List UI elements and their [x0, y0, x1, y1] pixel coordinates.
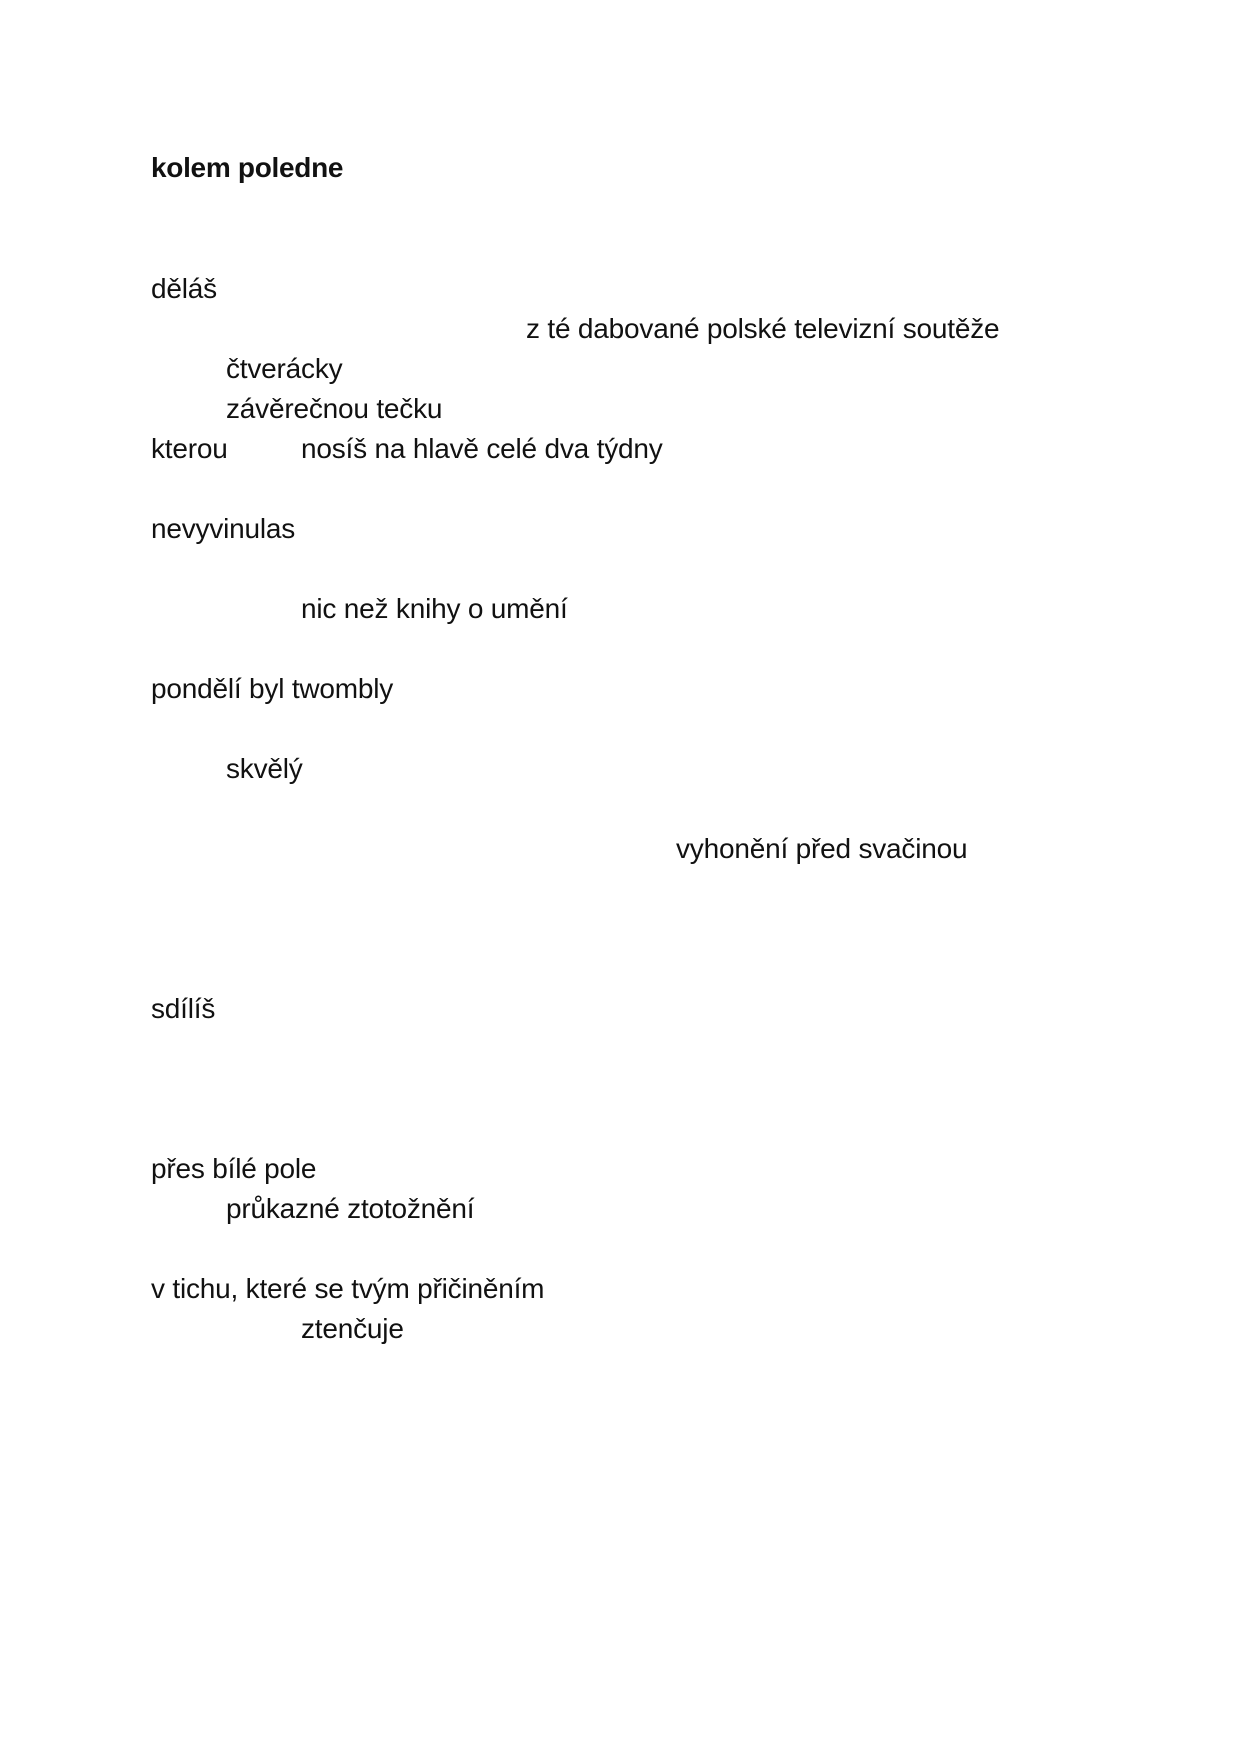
- poem-title: kolem poledne: [151, 152, 344, 183]
- poem-line: pondělí byl twombly: [151, 673, 394, 704]
- poem-line: děláš: [151, 273, 217, 304]
- poem-line: ztenčuje: [301, 1313, 404, 1344]
- poem-line: vyhonění před svačinou: [676, 833, 968, 864]
- poem-line: v tichu, které se tvým přičiněním: [151, 1273, 545, 1304]
- poem-line: nevyvinulas: [151, 513, 296, 544]
- poem-line: sdílíš: [151, 993, 216, 1024]
- poem-line: kterou: [151, 433, 228, 464]
- poem-line: přes bílé pole: [151, 1153, 317, 1184]
- poem-line: čtverácky: [226, 353, 343, 384]
- poem-line: závěrečnou tečku: [226, 393, 443, 424]
- poem-line: skvělý: [226, 753, 303, 784]
- poem-line: nic než knihy o umění: [301, 593, 568, 624]
- poem-line: nosíš na hlavě celé dva týdny: [301, 433, 663, 464]
- poem-line: průkazné ztotožnění: [226, 1193, 475, 1224]
- poem-line: z té dabované polské televizní soutěže: [526, 313, 1000, 344]
